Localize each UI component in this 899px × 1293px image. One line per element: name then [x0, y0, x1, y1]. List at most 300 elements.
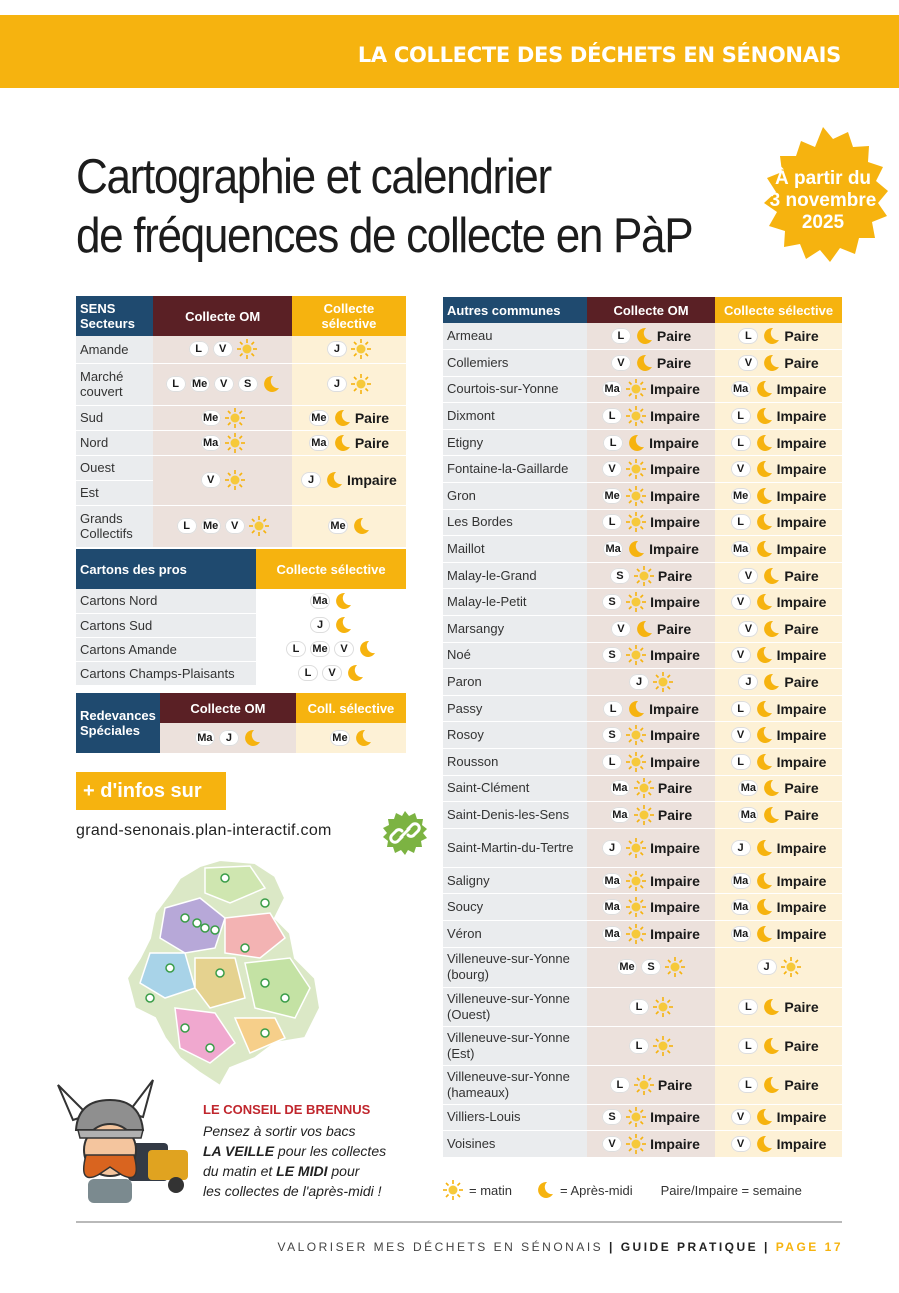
week-label: Impaire — [776, 487, 827, 504]
table-row — [443, 802, 842, 829]
sun-icon — [626, 459, 646, 479]
sun-icon — [225, 408, 245, 428]
moon-icon — [333, 434, 351, 452]
table-row — [443, 987, 842, 1026]
day-badge: Ma — [201, 435, 221, 451]
moon-icon — [333, 409, 351, 427]
commune-name: Dixmont — [443, 403, 587, 430]
sun-icon — [237, 339, 257, 359]
day-badge: L — [738, 999, 758, 1015]
day-badge: Me — [731, 488, 751, 504]
om-cell — [587, 456, 715, 483]
day-badge: L — [610, 1077, 630, 1093]
sun-icon — [351, 374, 371, 394]
sun-icon — [626, 592, 646, 612]
week-label: Paire — [784, 780, 819, 797]
cartons-header: Cartons des pros — [76, 549, 256, 589]
moon-icon — [243, 729, 261, 747]
cs-cell — [256, 613, 406, 637]
cs-cell — [715, 749, 842, 776]
carton-name: Cartons Champs-Plaisants — [76, 661, 256, 685]
om-cell — [587, 429, 715, 456]
week-label: Impaire — [776, 381, 827, 398]
om-cell — [153, 430, 292, 455]
sun-icon — [626, 725, 646, 745]
day-badge: V — [602, 461, 622, 477]
moon-icon — [536, 1181, 554, 1199]
table-row — [443, 775, 842, 802]
week-label: Paire — [784, 998, 819, 1015]
communes-header: Autres communes — [443, 297, 587, 323]
om-cell — [587, 589, 715, 616]
moon-icon — [346, 664, 364, 682]
om-cell — [587, 350, 715, 377]
commune-name: Maillot — [443, 536, 587, 563]
day-badge: Me — [201, 518, 221, 534]
table-row — [443, 1026, 842, 1065]
redevances-cs-header: Coll. sélective — [296, 693, 406, 723]
legend-week: Paire/Impaire = semaine — [660, 1182, 802, 1198]
commune-name: Marsangy — [443, 616, 587, 643]
day-badge: V — [602, 1136, 622, 1152]
sun-icon — [626, 406, 646, 426]
week-label: Impaire — [776, 727, 827, 744]
date-badge: À partir du 3 novembre 2025 — [769, 168, 877, 233]
week-label: Paire — [656, 328, 692, 345]
cs-cell — [715, 323, 842, 350]
infos-url-link[interactable]: grand-senonais.plan-interactif.com — [76, 822, 332, 839]
om-cell — [587, 509, 715, 536]
cs-cell — [715, 722, 842, 749]
infos-label: + d'infos sur — [83, 780, 202, 802]
om-cell — [587, 376, 715, 403]
day-badge: L — [629, 1038, 649, 1054]
day-badge: S — [238, 376, 258, 392]
day-badge: J — [327, 376, 347, 392]
day-badge: V — [731, 647, 751, 663]
day-badge: Me — [328, 518, 348, 534]
table-row — [443, 483, 842, 510]
day-badge: Me — [309, 410, 329, 426]
commune-name: Saint-Clément — [443, 775, 587, 802]
week-label: Paire — [656, 620, 692, 637]
week-label: Impaire — [776, 408, 827, 425]
banner-title: LA COLLECTE DES DÉCHETS EN SÉNONAIS — [357, 43, 841, 67]
moon-icon — [755, 726, 773, 744]
carton-name: Cartons Nord — [76, 589, 256, 613]
table-row — [443, 669, 842, 696]
moon-icon — [325, 471, 343, 489]
week-label: Impaire — [776, 594, 827, 611]
moon-icon — [762, 998, 780, 1016]
commune-name: Gron — [443, 483, 587, 510]
sun-icon — [225, 433, 245, 453]
moon-icon — [762, 620, 780, 638]
week-label: Impaire — [650, 594, 700, 611]
footer: VALORISER MES DÉCHETS EN SÉNONAIS | GUIDE PRATIQUE | PAGE 17 — [277, 1240, 843, 1254]
moon-icon — [755, 487, 773, 505]
commune-name: Malay-le-Grand — [443, 562, 587, 589]
commune-name: Passy — [443, 695, 587, 722]
brennus-mascot-icon — [48, 1075, 188, 1205]
table-row — [76, 613, 406, 637]
cs-cell — [715, 509, 842, 536]
om-cell — [153, 405, 292, 430]
sectors-om-header: Collecte OM — [153, 296, 292, 336]
carton-name: Cartons Sud — [76, 613, 256, 637]
cs-cell — [715, 350, 842, 377]
table-row — [443, 722, 842, 749]
om-cell — [153, 363, 292, 405]
sun-icon — [225, 470, 245, 490]
sun-icon — [626, 924, 646, 944]
om-cell — [587, 323, 715, 350]
week-label: Impaire — [776, 872, 827, 889]
day-badge: Ma — [731, 873, 751, 889]
table-row — [443, 947, 842, 987]
week-label: Impaire — [650, 514, 700, 531]
cs-cell — [715, 429, 842, 456]
sector-name: Marché couvert — [76, 363, 153, 405]
week-label: Impaire — [776, 541, 827, 558]
day-badge: L — [602, 754, 622, 770]
table-row — [443, 589, 842, 616]
table-row — [443, 828, 842, 867]
cs-cell — [292, 430, 406, 455]
week-label: Impaire — [650, 487, 700, 504]
cs-cell — [715, 403, 842, 430]
day-badge: V — [611, 621, 631, 637]
commune-name: Villiers-Louis — [443, 1104, 587, 1131]
commune-name: Collemiers — [443, 350, 587, 377]
week-label: Impaire — [650, 1135, 700, 1152]
day-badge: J — [327, 341, 347, 357]
top-banner — [0, 15, 899, 88]
om-cell — [153, 455, 292, 505]
cs-cell — [715, 376, 842, 403]
sectors-header: SENS Secteurs — [76, 296, 153, 336]
sun-icon — [634, 1075, 654, 1095]
week-label: Impaire — [649, 434, 699, 451]
moon-icon — [755, 540, 773, 558]
table-row — [443, 429, 842, 456]
sun-icon — [653, 997, 673, 1017]
week-label: Impaire — [650, 408, 700, 425]
moon-icon — [755, 839, 773, 857]
week-label: Paire — [657, 780, 693, 797]
day-badge: V — [738, 355, 758, 371]
day-badge: L — [629, 999, 649, 1015]
day-badge: L — [603, 435, 623, 451]
om-cell — [153, 505, 292, 547]
week-label: Paire — [657, 567, 693, 584]
table-row — [443, 562, 842, 589]
carton-name: Cartons Amande — [76, 637, 256, 661]
day-badge: L — [738, 328, 758, 344]
day-badge: L — [603, 701, 623, 717]
commune-name: Les Bordes — [443, 509, 587, 536]
cs-cell — [715, 1131, 842, 1158]
day-badge: L — [731, 754, 751, 770]
day-badge: V — [731, 461, 751, 477]
redevances-om-cell — [160, 723, 296, 753]
day-badge: V — [334, 641, 354, 657]
sun-icon — [781, 957, 801, 977]
day-badge: V — [738, 568, 758, 584]
table-row — [443, 616, 842, 643]
cs-cell — [715, 987, 842, 1026]
sun-icon — [626, 512, 646, 532]
week-label: Impaire — [776, 461, 827, 478]
sun-icon — [626, 645, 646, 665]
commune-name: Voisines — [443, 1131, 587, 1158]
moon-icon — [334, 616, 352, 634]
sun-icon — [626, 486, 646, 506]
commune-name: Paron — [443, 669, 587, 696]
commune-name: Rosoy — [443, 722, 587, 749]
day-badge: V — [201, 472, 221, 488]
link-icon[interactable] — [382, 810, 428, 856]
legend — [443, 1180, 802, 1200]
table-row — [443, 456, 842, 483]
table-row — [76, 661, 406, 685]
cs-cell — [292, 336, 406, 363]
day-badge: Me — [201, 410, 221, 426]
commune-name: Noé — [443, 642, 587, 669]
table-row — [76, 336, 406, 363]
day-badge: J — [301, 472, 321, 488]
sectors-table — [76, 296, 406, 548]
cs-cell — [292, 505, 406, 547]
sun-icon — [351, 339, 371, 359]
commune-name: Soucy — [443, 894, 587, 921]
om-cell — [153, 336, 292, 363]
week-label: Impaire — [776, 925, 827, 942]
day-badge: S — [602, 594, 622, 610]
moon-icon — [635, 620, 653, 638]
sector-name: Est — [76, 480, 153, 505]
cs-cell — [292, 405, 406, 430]
day-badge: J — [757, 959, 777, 975]
redevances-table — [76, 693, 406, 754]
om-cell — [587, 562, 715, 589]
week-label: Paire — [784, 567, 819, 584]
day-badge: L — [177, 518, 197, 534]
day-badge: Ma — [731, 381, 751, 397]
day-badge: Me — [602, 488, 622, 504]
moon-icon — [627, 700, 645, 718]
commune-name: Malay-le-Petit — [443, 589, 587, 616]
day-badge: Ma — [610, 780, 630, 796]
sun-icon — [634, 778, 654, 798]
week-label: Impaire — [776, 647, 827, 664]
day-badge: V — [731, 1109, 751, 1125]
day-badge: V — [322, 665, 342, 681]
sun-icon — [443, 1180, 463, 1200]
moon-icon — [755, 753, 773, 771]
day-badge: V — [731, 1136, 751, 1152]
day-badge: Ma — [610, 807, 630, 823]
table-row — [443, 350, 842, 377]
week-label: Impaire — [650, 872, 700, 889]
om-cell — [587, 828, 715, 867]
om-cell — [587, 1131, 715, 1158]
commune-name: Villeneuve-sur-Yonne (hameaux) — [443, 1065, 587, 1104]
week-label: Paire — [354, 434, 390, 451]
communes-om-header: Collecte OM — [587, 297, 715, 323]
week-label: Paire — [784, 620, 819, 637]
commune-name: Etigny — [443, 429, 587, 456]
day-badge: L — [731, 514, 751, 530]
sun-icon — [626, 838, 646, 858]
cs-cell — [292, 363, 406, 405]
om-cell — [587, 536, 715, 563]
om-cell — [587, 802, 715, 829]
day-badge: S — [602, 727, 622, 743]
commune-name: Courtois-sur-Yonne — [443, 376, 587, 403]
week-label: Impaire — [776, 899, 827, 916]
week-label: Paire — [784, 674, 819, 691]
cs-cell — [292, 455, 406, 505]
week-label: Impaire — [650, 925, 700, 942]
table-row — [76, 505, 406, 547]
commune-name: Saint-Martin-du-Tertre — [443, 828, 587, 867]
page-number: PAGE 17 — [775, 1240, 843, 1254]
om-cell — [587, 867, 715, 894]
day-badge: S — [641, 959, 661, 975]
sector-name: Amande — [76, 336, 153, 363]
cs-cell — [715, 669, 842, 696]
day-badge: J — [310, 617, 330, 633]
table-row — [443, 1065, 842, 1104]
week-label: Paire — [784, 354, 819, 371]
week-label: Paire — [656, 354, 692, 371]
week-label: Paire — [657, 1076, 693, 1093]
sectors-cs-header: Collecte sélective — [292, 296, 406, 336]
table-row — [443, 920, 842, 947]
cs-cell — [715, 867, 842, 894]
om-cell — [587, 987, 715, 1026]
om-cell — [587, 1026, 715, 1065]
commune-name: Saligny — [443, 867, 587, 894]
week-label: Impaire — [650, 461, 700, 478]
table-row — [76, 589, 406, 613]
moon-icon — [635, 354, 653, 372]
day-badge: Ma — [602, 381, 622, 397]
conseil-title: LE CONSEIL DE BRENNUS — [203, 1102, 371, 1117]
week-label: Impaire — [650, 647, 700, 664]
day-badge: Ma — [738, 807, 758, 823]
table-row — [443, 376, 842, 403]
commune-name: Véron — [443, 920, 587, 947]
table-row — [443, 536, 842, 563]
day-badge: L — [611, 328, 631, 344]
moon-icon — [762, 1076, 780, 1094]
moon-icon — [635, 327, 653, 345]
week-label: Paire — [354, 409, 390, 426]
commune-name: Armeau — [443, 323, 587, 350]
communes-table — [443, 297, 842, 1158]
day-badge: J — [602, 840, 622, 856]
week-label: Impaire — [347, 472, 397, 488]
moon-icon — [755, 700, 773, 718]
cs-cell — [715, 456, 842, 483]
cs-cell — [715, 589, 842, 616]
moon-icon — [755, 593, 773, 611]
cs-cell — [715, 483, 842, 510]
cs-cell — [715, 802, 842, 829]
cs-cell — [715, 920, 842, 947]
commune-name: Villeneuve-sur-Yonne (bourg) — [443, 947, 587, 987]
footer-divider — [76, 1221, 842, 1223]
day-badge: Ma — [310, 593, 330, 609]
commune-name: Fontaine-la-Gaillarde — [443, 456, 587, 483]
table-row — [443, 695, 842, 722]
day-badge: Me — [330, 730, 350, 746]
day-badge: S — [602, 647, 622, 663]
day-badge: S — [602, 1109, 622, 1125]
day-badge: L — [738, 1077, 758, 1093]
day-badge: J — [731, 840, 751, 856]
day-badge: V — [731, 594, 751, 610]
moon-icon — [762, 806, 780, 824]
table-row — [443, 509, 842, 536]
day-badge: J — [629, 674, 649, 690]
week-label: Impaire — [650, 753, 700, 770]
om-cell — [587, 1104, 715, 1131]
om-cell — [587, 749, 715, 776]
cs-cell — [256, 661, 406, 685]
sun-icon — [626, 871, 646, 891]
week-label: Paire — [784, 1037, 819, 1054]
cs-cell — [715, 828, 842, 867]
redevances-header: Redevances Spéciales — [76, 693, 160, 753]
legend-moon: = Après-midi — [560, 1182, 633, 1198]
moon-icon — [755, 872, 773, 890]
om-cell — [587, 1065, 715, 1104]
page-title: Cartographie et calendrier de fréquences de collecte en PàP — [76, 150, 693, 263]
day-badge: L — [738, 1038, 758, 1054]
moon-icon — [762, 327, 780, 345]
om-cell — [587, 403, 715, 430]
om-cell — [587, 722, 715, 749]
day-badge: L — [731, 435, 751, 451]
cs-cell — [715, 562, 842, 589]
commune-name: Villeneuve-sur-Yonne (Est) — [443, 1026, 587, 1065]
cs-cell — [715, 1065, 842, 1104]
table-row — [443, 1131, 842, 1158]
week-label: Paire — [657, 806, 693, 823]
sun-icon — [626, 1134, 646, 1154]
cs-cell — [715, 642, 842, 669]
cs-cell — [715, 775, 842, 802]
sun-icon — [665, 957, 685, 977]
cs-cell — [715, 947, 842, 987]
sector-name: Sud — [76, 405, 153, 430]
om-cell — [587, 669, 715, 696]
day-badge: Ma — [603, 541, 623, 557]
week-label: Impaire — [776, 839, 827, 856]
day-badge: Ma — [602, 926, 622, 942]
day-badge: L — [731, 408, 751, 424]
moon-icon — [755, 898, 773, 916]
week-label: Impaire — [776, 434, 827, 451]
day-badge: Ma — [738, 780, 758, 796]
day-badge: Ma — [195, 730, 215, 746]
moon-icon — [755, 460, 773, 478]
moon-icon — [755, 1135, 773, 1153]
om-cell — [587, 947, 715, 987]
